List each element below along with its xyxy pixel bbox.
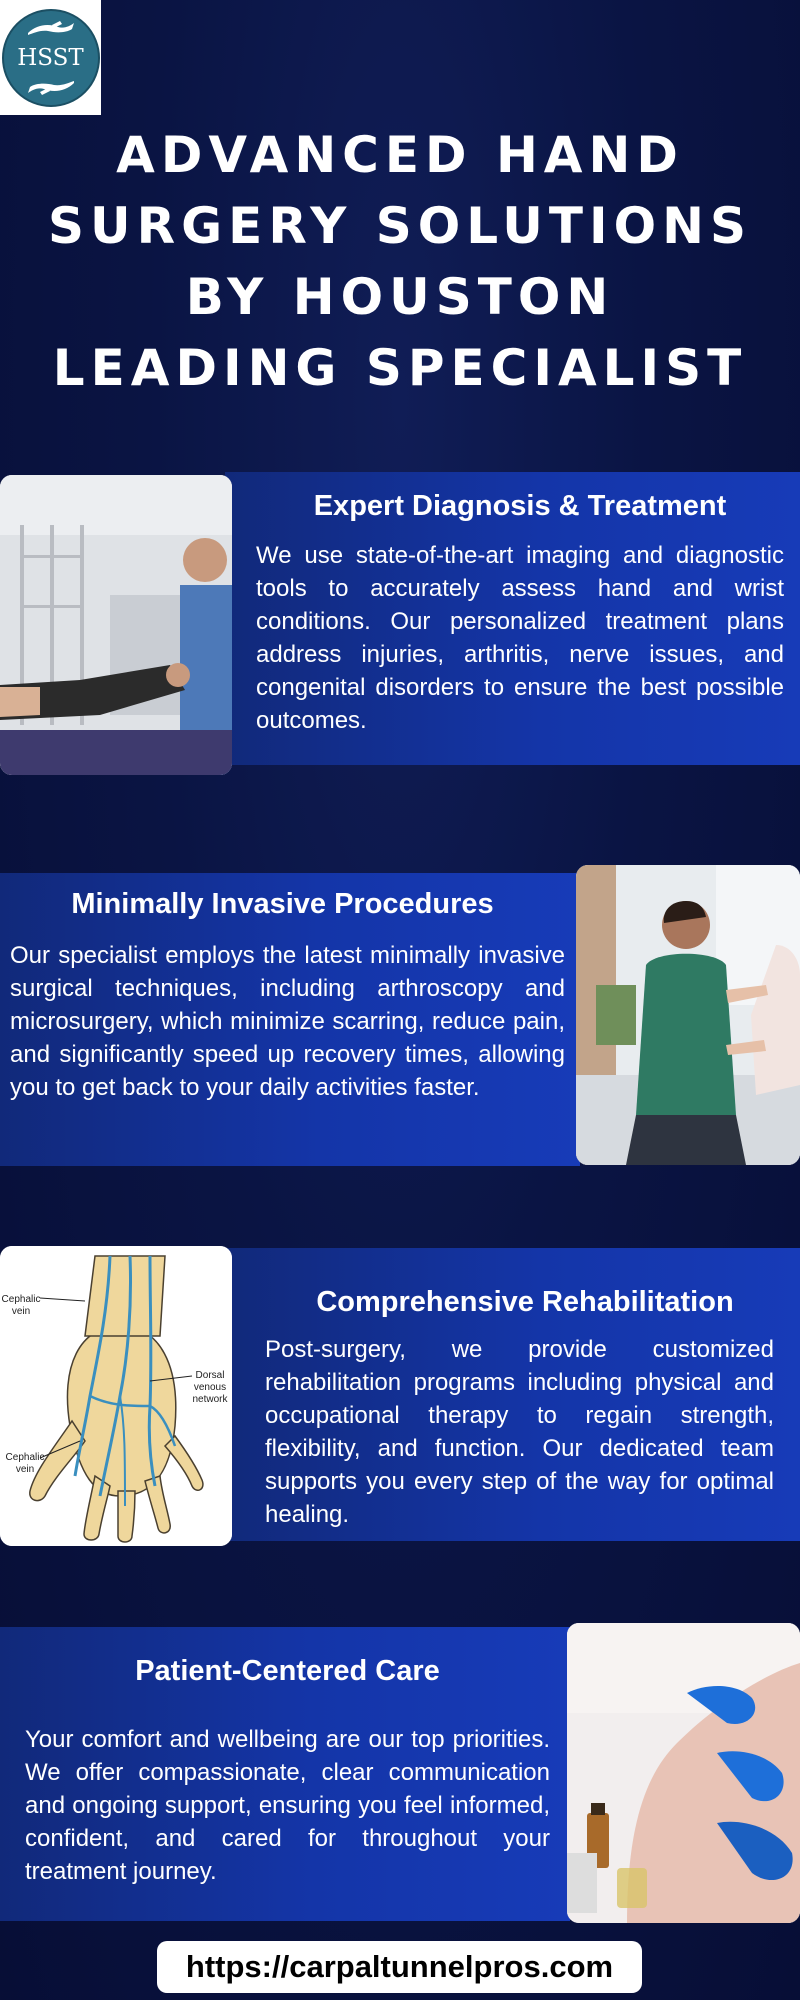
section-body: Our specialist employs the latest minimally invasive surgical techniques, including arthroscopy and microsurgery, which minimize scarring, reduce pain, and significantly speed up recovery times, allowing you to get back to your daily activities faster. (10, 942, 565, 1101)
section-heading: Minimally Invasive Procedures (71, 888, 494, 920)
physio-leg-photo (0, 475, 232, 775)
diagram-label: Cephalic vein (1, 1294, 41, 1317)
injection-photo (567, 1623, 800, 1923)
section-heading: Expert Diagnosis & Treatment (313, 490, 727, 522)
back-exam-photo (576, 865, 800, 1165)
section-body: Your comfort and wellbeing are our top priorities. We offer compassionate, clear communication and ongoing support, ensuring you feel informed, confident, and cared for throughout your treatment journey. (25, 1726, 550, 1885)
logo-text: HSST (17, 44, 84, 71)
website-url-text: https://carpaltunnelpros.com (185, 1949, 614, 1984)
section-heading: Patient-Centered Care (135, 1655, 440, 1687)
section-body: Post-surgery, we provide customized rehabilitation programs including physical and occupational therapy to regain strength, flexibility, and function. Our dedicated team supports you every step of the way for optimal healing. (265, 1336, 774, 1528)
hand-icon (26, 21, 76, 37)
logo (0, 0, 101, 115)
website-url[interactable] (157, 1941, 642, 1993)
page-title: ADVANCED HAND SURGERY SOLUTIONS BY HOUSTON LEADING SPECIALIST (48, 126, 752, 397)
section-body: We use state-of-the-art imaging and diagnostic tools to accurately assess hand and wrist conditions. Our personalized treatment plans address injuries, arthritis, nerve issues, and congenital disorders to ensure the best possible outcomes. (256, 542, 784, 734)
hand-vein-diagram (0, 1246, 232, 1546)
hand-icon (26, 79, 76, 95)
diagram-label: Dorsal venous network (192, 1370, 228, 1405)
section-heading: Comprehensive Rehabilitation (316, 1286, 734, 1318)
logo-emblem (2, 9, 100, 107)
diagram-label: Cephalic vein (5, 1452, 45, 1475)
